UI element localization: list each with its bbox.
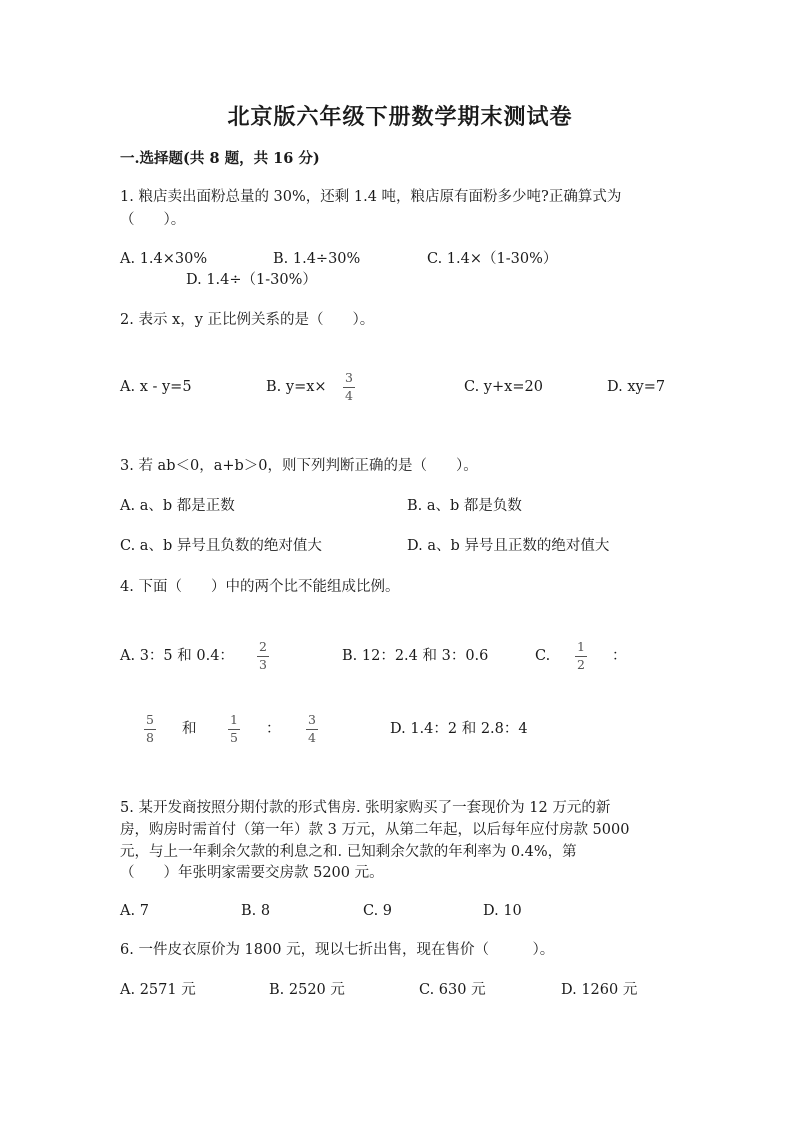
section-heading: 一.选择题(共 8 题，共 16 分) [120, 150, 320, 167]
q1-stem-line1: 1. 粮店卖出面粉总量的 30%，还剩 1.4 吨，粮店原有面粉多少吨?正确算式为 [120, 189, 622, 205]
q3-option-c: C. a、b 异号且负数的绝对值大 [120, 538, 322, 554]
q5-option-b: B. 8 [241, 903, 271, 919]
fraction-denominator: 4 [345, 387, 353, 403]
q4-option-a: A. 3：5 和 0.4： [120, 648, 234, 664]
q1-option-d: D. 1.4÷（1-30%） [186, 272, 317, 288]
q5-stem-line2: 房，购房时需首付（第一年）款 3 万元，从第二年起，以后每年应付房款 5000 [120, 822, 630, 838]
q4-option-c-fraction-4 [306, 714, 318, 744]
q4-option-d: D. 1.4：2 和 2.8：4 [390, 721, 528, 737]
fraction-numerator: 5 [146, 712, 154, 727]
fraction-denominator: 4 [308, 729, 316, 745]
q5-stem-line3: 元，与上一年剩余欠款的利息之和. 已知剩余欠款的年利率为 0.4%，第 [120, 844, 577, 860]
q1-option-c: C. 1.4×（1-30%） [427, 251, 558, 267]
q1-stem-line2: （ ）。 [120, 212, 186, 228]
q2-option-d: D. xy=7 [607, 379, 666, 395]
q2-option-b: B. y=x× [266, 379, 327, 395]
q1-option-b: B. 1.4÷30% [273, 251, 361, 267]
q5-option-c: C. 9 [363, 903, 393, 919]
q3-option-a: A. a、b 都是正数 [120, 498, 235, 514]
q5-option-a: A. 7 [120, 903, 149, 919]
q4-option-a-fraction [257, 641, 269, 671]
q4-option-c-and: 和 [182, 721, 197, 737]
q5-stem-line4: （ ）年张明家需要交房款 5200 元。 [120, 865, 384, 881]
fraction-numerator: 3 [345, 370, 353, 385]
q6-option-a: A. 2571 元 [120, 982, 196, 998]
q4-option-c-colon-2: ： [266, 721, 281, 737]
q6-option-d: D. 1260 元 [561, 982, 638, 998]
q2-stem: 2. 表示 x，y 正比例关系的是（ ）。 [120, 312, 375, 328]
q4-stem: 4. 下面（ ）中的两个比不能组成比例。 [120, 579, 400, 595]
page-title: 北京版六年级下册数学期末测试卷 [227, 104, 573, 130]
q4-option-c-fraction-1 [575, 641, 587, 671]
q4-option-c-colon-1: ： [612, 648, 627, 664]
q6-stem: 6. 一件皮衣原价为 1800 元，现以七折出售，现在售价（ ）。 [120, 942, 555, 958]
fraction-denominator: 5 [230, 729, 238, 745]
q4-option-c-fraction-2 [144, 714, 156, 744]
q6-option-b: B. 2520 元 [269, 982, 345, 998]
q3-option-b: B. a、b 都是负数 [407, 498, 522, 514]
fraction-denominator: 8 [146, 729, 154, 745]
fraction-numerator: 1 [577, 639, 585, 654]
q6-option-c: C. 630 元 [419, 982, 486, 998]
fraction-denominator: 3 [259, 656, 267, 672]
q1-option-a: A. 1.4×30% [120, 251, 208, 267]
q3-option-d: D. a、b 异号且正数的绝对值大 [407, 538, 610, 554]
q2-option-a: A. x - y=5 [120, 379, 192, 395]
q5-option-d: D. 10 [483, 903, 522, 919]
q4-option-c-label: C. [535, 648, 551, 664]
q2-option-c: C. y+x=20 [464, 379, 543, 395]
fraction-numerator: 3 [308, 712, 316, 727]
q4-option-c-fraction-3 [228, 714, 240, 744]
fraction-numerator: 1 [230, 712, 238, 727]
q4-option-b: B. 12：2.4 和 3：0.6 [342, 648, 489, 664]
q5-stem-line1: 5. 某开发商按照分期付款的形式售房. 张明家购买了一套现价为 12 万元的新 [120, 800, 611, 816]
q3-stem: 3. 若 ab＜0，a+b＞0，则下列判断正确的是（ ）。 [120, 458, 478, 474]
fraction-numerator: 2 [259, 639, 267, 654]
q2-option-b-fraction [343, 372, 355, 402]
fraction-denominator: 2 [577, 656, 585, 672]
